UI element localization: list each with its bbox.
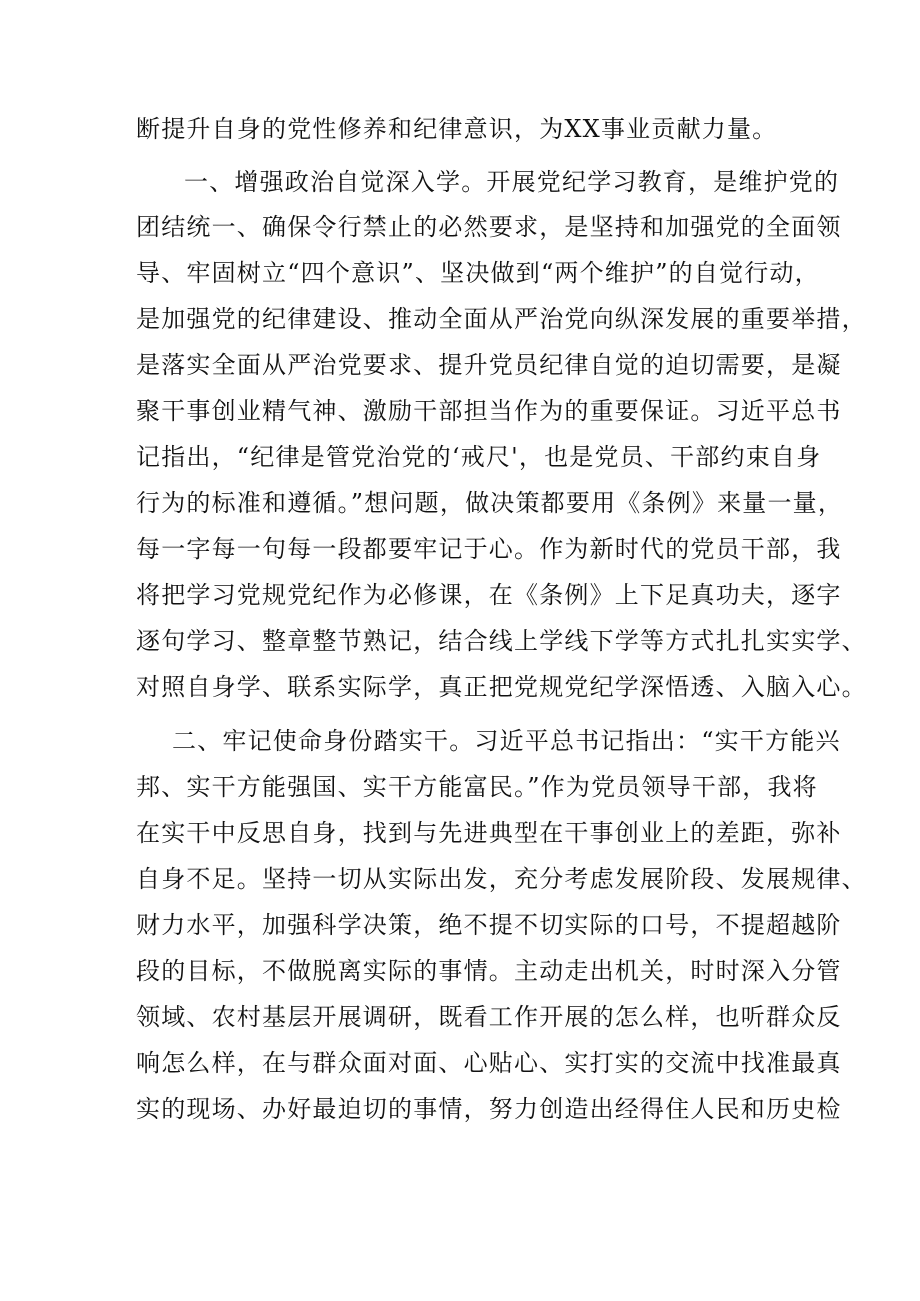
paragraph-line: 自身不足。坚持一切从实际出发，充分考虑发展阶段、发展规律、	[136, 865, 867, 893]
paragraph-line: 邦、实干方能强国、实干方能富民。”作为党员领导干部，我将	[136, 773, 818, 801]
paragraph-line: 在实干中反思自身，找到与先进典型在干事创业上的差距，弥补	[136, 819, 842, 847]
section-2-heading-line: 二、牢记使命身份踏实干。习近平总书记指出：“实干方能兴	[172, 727, 841, 755]
paragraph-line: 团结统一、确保令行禁止的必然要求，是坚持和加强党的全面领	[136, 213, 842, 241]
paragraph-line: 领域、农村基层开展调研，既看工作开展的怎么样，也听群众反	[136, 1003, 842, 1031]
paragraph-line: 记指出，“纪律是管党治党的‘戒尺'，也是党员、干部约束自身	[136, 443, 822, 471]
paragraph-line: 实的现场、办好最迫切的事情，努力创造出经得住人民和历史检	[136, 1095, 842, 1123]
paragraph-line: 每一字每一句每一段都要牢记于心。作为新时代的党员干部，我	[136, 535, 842, 563]
paragraph-line: 是加强党的纪律建设、推动全面从严治党向纵深发展的重要举措，	[136, 305, 867, 333]
paragraph-line: 财力水平，加强科学决策，绝不提不切实际的口号，不提超越阶	[136, 911, 842, 939]
paragraph-line: 行为的标准和遵循。”想问题，做决策都要用《条例》来量一量，	[136, 489, 844, 517]
paragraph-line: 断提升自身的党性修养和纪律意识，为XX事业贡献力量。	[136, 115, 778, 143]
paragraph-line: 导、牢固树立“四个意识”、坚决做到“两个维护”的自觉行动，	[136, 259, 820, 287]
paragraph-line: 逐句学习、整章整节熟记，结合线上学线下学等方式扎扎实实学、	[136, 627, 867, 655]
paragraph-line: 是落实全面从严治党要求、提升党员纪律自觉的迫切需要，是凝	[136, 351, 842, 379]
paragraph-line: 对照自身学、联系实际学，真正把党规党纪学深悟透、入脑入心。	[136, 673, 867, 701]
paragraph-line: 将把学习党规党纪作为必修课，在《条例》上下足真功夫，逐字	[136, 581, 842, 609]
paragraph-line: 响怎么样，在与群众面对面、心贴心、实打实的交流中找准最真	[136, 1049, 842, 1077]
paragraph-line: 段的目标，不做脱离实际的事情。主动走出机关，时时深入分管	[136, 957, 842, 985]
paragraph-line: 聚干事创业精气神、激励干部担当作为的重要保证。习近平总书	[136, 397, 842, 425]
section-1-heading-line: 一、增强政治自觉深入学。开展党纪学习教育，是维护党的	[184, 168, 840, 196]
